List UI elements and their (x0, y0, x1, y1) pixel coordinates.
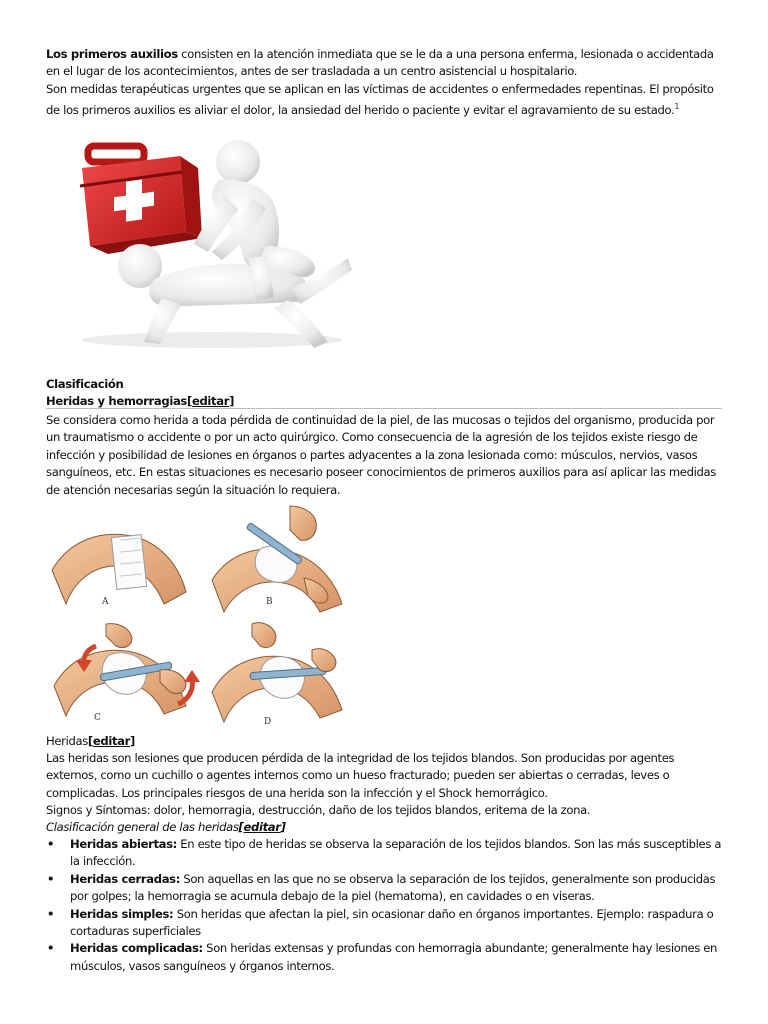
bullet-icon: • (47, 837, 55, 851)
edit-link[interactable]: editar (243, 820, 281, 834)
tourniquet-label-c: C (94, 713, 101, 723)
bullet-icon: • (47, 871, 55, 886)
intro-text-2: Son medidas terapéuticas urgentes que se aplican en las víctimas de accidentes o enfermedades repentinas. El propósito de los primeros auxilios es aliviar el dolor, la ansiedad del herido o paciente y evitar el agravamiento de su estado. (46, 82, 714, 118)
tourniquet-step-d (212, 623, 342, 727)
wound-type-term: Heridas cerradas: (70, 871, 181, 886)
first-aid-kit-icon (80, 146, 202, 254)
intro-text-1: consisten en la atención inmediata que se le da a una persona enferma, lesionada o accidentada en el lugar de los acontecimientos, antes de ser trasladada a un centro asistencial u hospitalario. (46, 47, 714, 79)
subsection-label: Heridas y hemorragias (46, 394, 187, 408)
wound-type-term: Heridas abiertas: (70, 837, 177, 851)
section-title-classification: Clasificación (46, 377, 124, 391)
bracket-open: [ (238, 820, 244, 834)
wound-type-desc: Son heridas extensas y profundas con hemorragia abundante; generalmente hay lesiones en músculos, vasos sanguíneos y órganos internos. (70, 941, 718, 973)
section-divider (46, 408, 722, 409)
bracket-close: ] (229, 394, 235, 408)
tourniquet-label-a: A (102, 597, 109, 607)
edit-link[interactable]: editar (92, 734, 130, 748)
general-classification-heading (46, 819, 726, 836)
bracket-close: ] (129, 734, 135, 748)
first-aid-cpr-illustration (52, 128, 372, 360)
tourniquet-step-b (212, 506, 342, 612)
tourniquet-step-c (54, 624, 200, 723)
bracket-open: [ (186, 394, 192, 408)
signs-symptoms: Signos y Síntomas: dolor, hemorragia, destrucción, daño de los tejidos blandos, eritema de la zona. (46, 803, 591, 817)
tourniquet-step-a (52, 534, 186, 607)
bracket-open: [ (87, 734, 93, 748)
footnote-reference[interactable]: 1 (674, 102, 680, 112)
lying-figure (82, 244, 352, 348)
list-item (46, 871, 726, 906)
wounds-title: Heridas (46, 734, 88, 748)
classification-body: Se considera como herida a toda pérdida de continuidad de la piel, de las mucosas o tejidos del organismo, producida por un traumatismo o accidente o por un acto quirúrgico. Como consecuencia de la agresión de los tejidos existe riesgo de infección y posibilidad de lesiones en órganos o partes adyacentes a la zona lesionada como: músculos, nervios, vasos sanguíneos, etc. En estas situaciones es necesario poseer conocimientos de primeros auxilios para así aplicar las medidas de atención necesarias según la situación lo requiera. (46, 413, 716, 497)
wound-type-desc: En este tipo de heridas se observa la separación de los tejidos blandos. Son las más susceptibles a la infección. (70, 837, 722, 869)
list-item (46, 836, 726, 871)
list-item (46, 906, 726, 941)
intro-term: Los primeros auxilios (46, 47, 178, 61)
wound-types-list (46, 836, 726, 975)
bracket-close: ] (280, 820, 286, 834)
wound-type-term: Heridas simples: (70, 906, 174, 921)
wound-type-desc: Son heridas que afectan la piel, sin ocasionar daño en órganos importantes. Ejemplo: raspadura o cortaduras superficiales (70, 906, 714, 939)
intro-paragraph-2 (46, 81, 726, 120)
intro-paragraph-1 (46, 46, 726, 81)
list-item (46, 940, 726, 975)
bullet-icon: • (47, 906, 55, 921)
edit-link[interactable]: editar (191, 394, 230, 408)
tourniquet-label-d: D (264, 717, 272, 727)
wounds-body: Las heridas son lesiones que producen pérdida de la integridad de los tejidos blandos. Son producidas por agentes externos, como un cuchillo o agentes internos como un hueso fracturado; pueden ser abiertas o cerradas, leves o complicadas. Los principales riesgos de una herida son la infección y el Shock hemorrágico. (46, 751, 675, 800)
wounds-heading (46, 733, 726, 750)
wound-type-term: Heridas complicadas: (70, 941, 203, 956)
tourniquet-label-b: B (266, 597, 273, 607)
bullet-icon: • (47, 941, 55, 956)
general-classification-title: Clasificación general de las heridas (46, 820, 239, 834)
tourniquet-steps-illustration (46, 500, 346, 732)
wound-type-desc: Son aquellas en las que no se observa la separación de los tejidos, generalmente son producidas por golpes; la hemorragia se acumula debajo de la piel (hematoma), en cavidades o en viseras. (70, 871, 716, 904)
